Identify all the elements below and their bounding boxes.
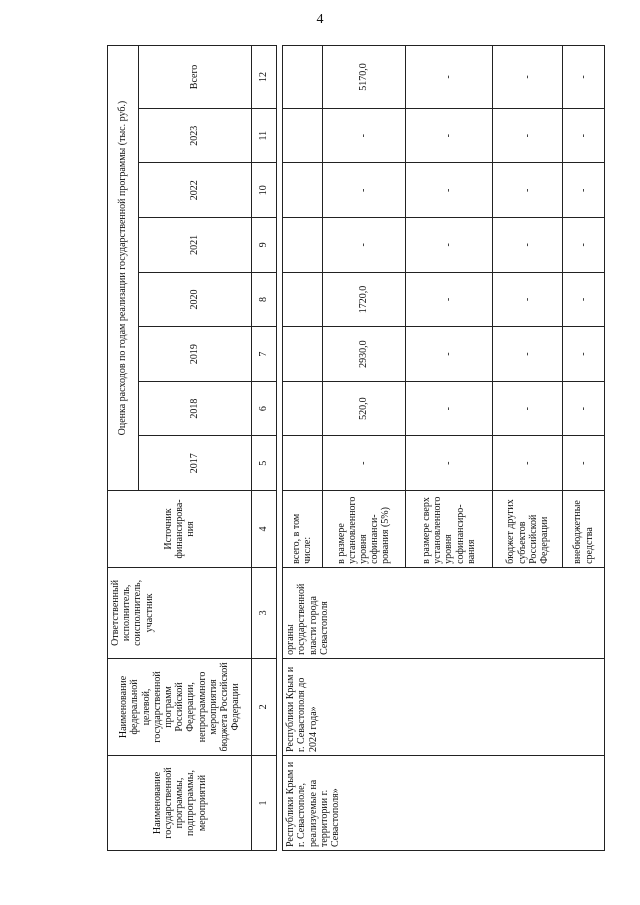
table-row — [283, 46, 322, 851]
value-cell — [283, 436, 322, 491]
column-number: 1 — [252, 755, 276, 850]
value-cell: - — [405, 108, 493, 163]
funding-source-cell: бюджет других субъектов Российской Федерации — [493, 491, 563, 568]
value-cell: - — [563, 163, 605, 218]
header-total: Всего — [138, 46, 252, 109]
value-cell: - — [405, 218, 493, 273]
column-number: 5 — [252, 436, 276, 491]
value-cell: - — [493, 327, 563, 382]
value-cell: - — [493, 436, 563, 491]
column-number: 3 — [252, 567, 276, 658]
program-name-cell: Республики Крым и г. Севастополе, реализуемые на территории г. Севастополя» — [283, 755, 605, 850]
value-cell: - — [563, 381, 605, 436]
value-cell: - — [493, 46, 563, 109]
value-cell: - — [405, 436, 493, 491]
column-number: 7 — [252, 327, 276, 382]
header-year-2017: 2017 — [138, 436, 252, 491]
value-cell — [283, 381, 322, 436]
header-federal-program: Наименование федеральной целевой, государственной программ Российской Федерации, непрограммного мероприятия бюджета Российской Федерации — [108, 658, 252, 755]
value-cell — [283, 272, 322, 327]
value-cell: - — [563, 327, 605, 382]
funding-source-cell: всего, в том числе: — [283, 491, 322, 568]
value-cell — [283, 163, 322, 218]
header-year-2023: 2023 — [138, 108, 252, 163]
value-cell: - — [563, 218, 605, 273]
column-number: 8 — [252, 272, 276, 327]
header-year-2018: 2018 — [138, 381, 252, 436]
value-cell: 1720,0 — [322, 272, 405, 327]
header-responsible: Ответственный исполнитель, соисполнитель, участник — [108, 567, 252, 658]
value-cell: - — [322, 436, 405, 491]
header-expense-estimate: Оценка расходов по годам реализации государственной программы (тыс. руб.) — [108, 46, 139, 491]
value-cell: - — [405, 272, 493, 327]
value-cell — [283, 327, 322, 382]
column-number: 9 — [252, 218, 276, 273]
header-year-2019: 2019 — [138, 327, 252, 382]
value-cell: - — [563, 436, 605, 491]
column-numbers-row — [252, 46, 276, 851]
rotated-table-container — [107, 45, 605, 851]
column-number: 4 — [252, 491, 276, 568]
value-cell: - — [563, 108, 605, 163]
value-cell: 5170,0 — [322, 46, 405, 109]
page-number: 4 — [316, 12, 324, 27]
value-cell: - — [493, 218, 563, 273]
value-cell: - — [405, 327, 493, 382]
header-year-2022: 2022 — [138, 163, 252, 218]
funding-source-cell: в размере установленного уровня софинанси-рования (5%) — [322, 491, 405, 568]
value-cell: - — [563, 272, 605, 327]
column-number: 2 — [252, 658, 276, 755]
value-cell: - — [563, 46, 605, 109]
federal-program-cell: Республики Крым и г. Севастополя до 2024 года» — [283, 658, 605, 755]
column-number: 6 — [252, 381, 276, 436]
value-cell: - — [405, 163, 493, 218]
value-cell: - — [322, 218, 405, 273]
value-cell: - — [405, 381, 493, 436]
value-cell: - — [322, 163, 405, 218]
header-year-2020: 2020 — [138, 272, 252, 327]
value-cell: 2930,0 — [322, 327, 405, 382]
value-cell: - — [322, 108, 405, 163]
value-cell: - — [405, 46, 493, 109]
funding-source-cell: внебюджетные средства — [563, 491, 605, 568]
value-cell: - — [493, 381, 563, 436]
value-cell: - — [493, 272, 563, 327]
header-program-name: Наименование государственной программы, подпрограммы, мероприятий — [108, 755, 252, 850]
value-cell: - — [493, 163, 563, 218]
header-year-2021: 2021 — [138, 218, 252, 273]
financing-table — [107, 45, 605, 851]
responsible-cell: органы государственной власти города Севастополя — [283, 567, 605, 658]
value-cell: - — [493, 108, 563, 163]
column-number: 11 — [252, 108, 276, 163]
value-cell — [283, 108, 322, 163]
column-number: 12 — [252, 46, 276, 109]
value-cell — [283, 46, 322, 109]
column-number: 10 — [252, 163, 276, 218]
value-cell — [283, 218, 322, 273]
funding-source-cell: в размере сверх установленного уровня софинансиро-вания — [405, 491, 493, 568]
header-funding-source: Источник финансирова-ния — [108, 491, 252, 568]
value-cell: 520,0 — [322, 381, 405, 436]
